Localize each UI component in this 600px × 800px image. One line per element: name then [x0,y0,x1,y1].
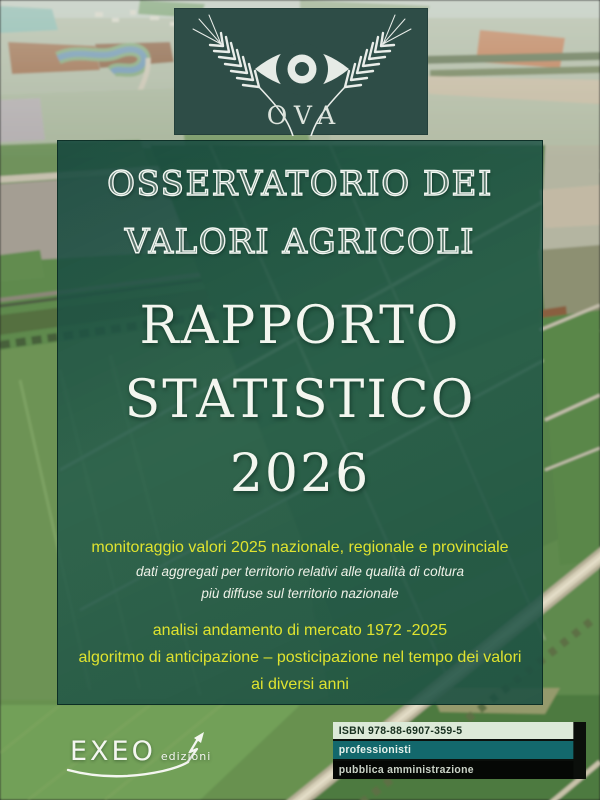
title-line-1: OSSERVATORIO DEI [107,164,493,204]
isbn-number: ISBN 978-88-6907-359-5 [333,722,573,739]
audience-professionals: professionisti [333,741,573,759]
eye-icon [255,43,349,95]
publisher-subname: edizioni [160,750,212,763]
analysis-line-2: algoritmo di anticipazione – posticipazione nel tempo dei valori [78,649,522,666]
report-year: 2026 [229,444,371,504]
isbn-block [333,722,586,779]
analysis-block [79,617,522,698]
subtitle-detail-1: dati aggregati per territorio relativi alle qualità di coltura [136,564,464,579]
subtitle-monitoring: monitoraggio valori 2025 nazionale, regionale e provinciale [91,539,509,556]
analysis-line-1: analisi andamento di mercato 1972 -2025 [152,622,448,639]
report-line-2: STATISTICO [124,370,476,430]
audience-public-administration: pubblica amministrazione [333,761,573,779]
ova-logo-box [174,8,428,135]
report-title [125,289,476,511]
title-line-2: VALORI AGRICOLI [124,222,476,262]
publisher-name: EXEO [70,736,156,767]
title-panel [57,140,543,705]
analysis-line-3: ai diversi anni [251,676,349,693]
publisher-logo [58,728,218,788]
publisher-name-row [70,736,211,767]
ova-acronym: OVA [266,101,343,130]
subtitle-detail-2: più diffuse sul territorio nazionale [201,586,399,601]
report-line-1: RAPPORTO [139,296,461,356]
